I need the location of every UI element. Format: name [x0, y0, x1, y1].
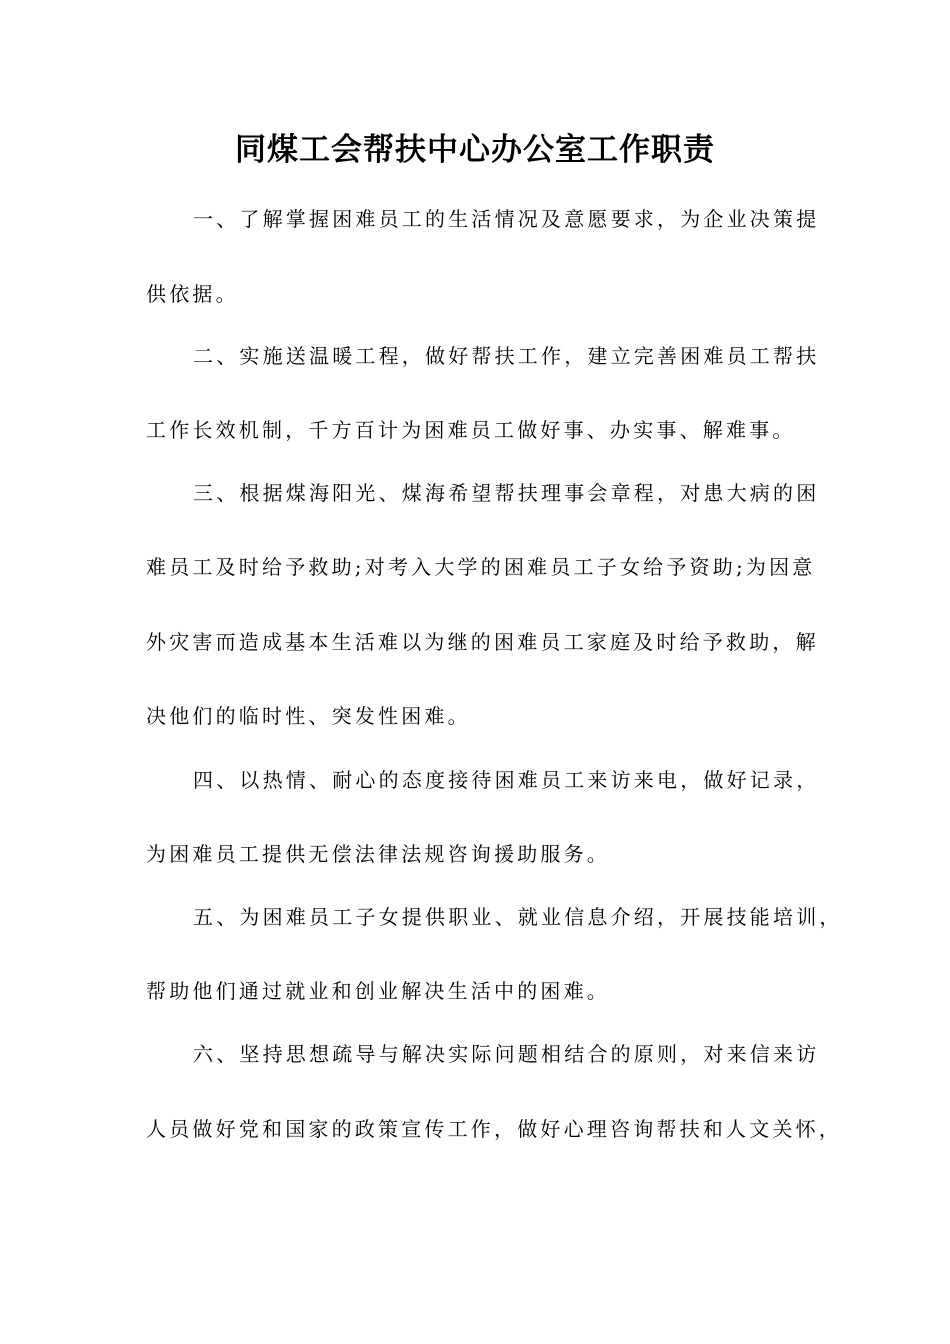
paragraph-4-line-1: 四、以热情、耐心的态度接待困难员工来访来电，做好记录， — [193, 768, 820, 792]
paragraph-1-line-2: 供依据。 — [146, 282, 239, 306]
paragraph-4-line-2: 为困难员工提供无偿法律法规咨询援助服务。 — [146, 842, 610, 866]
paragraph-3-line-2: 难员工及时给予救助;对考入大学的困难员工子女给予资助;为因意 — [146, 555, 816, 579]
paragraph-3-line-4: 决他们的临时性、突发性困难。 — [146, 704, 471, 728]
paragraph-6-line-2: 人员做好党和国家的政策宣传工作，做好心理咨询帮扶和人文关怀， — [146, 1117, 842, 1141]
paragraph-3-line-1: 三、根据煤海阳光、煤海希望帮扶理事会章程，对患大病的困 — [193, 481, 820, 505]
paragraph-1-line-1: 一、了解掌握困难员工的生活情况及意愿要求，为企业决策提 — [193, 207, 820, 231]
document-title: 同煤工会帮扶中心办公室工作职责 — [235, 132, 715, 168]
paragraph-6-line-1: 六、坚持思想疏导与解决实际问题相结合的原则，对来信来访 — [193, 1042, 820, 1066]
paragraph-3-line-3: 外灾害而造成基本生活难以为继的困难员工家庭及时给予救助，解 — [146, 630, 819, 654]
paragraph-5-line-2: 帮助他们通过就业和创业解决生活中的困难。 — [146, 979, 610, 1003]
paragraph-2-line-1: 二、实施送温暖工程，做好帮扶工作，建立完善困难员工帮扶 — [193, 344, 820, 368]
paragraph-2-line-2: 工作长效机制，千方百计为困难员工做好事、办实事、解难事。 — [146, 418, 796, 442]
paragraph-5-line-1: 五、为困难员工子女提供职业、就业信息介绍，开展技能培训， — [193, 905, 843, 929]
